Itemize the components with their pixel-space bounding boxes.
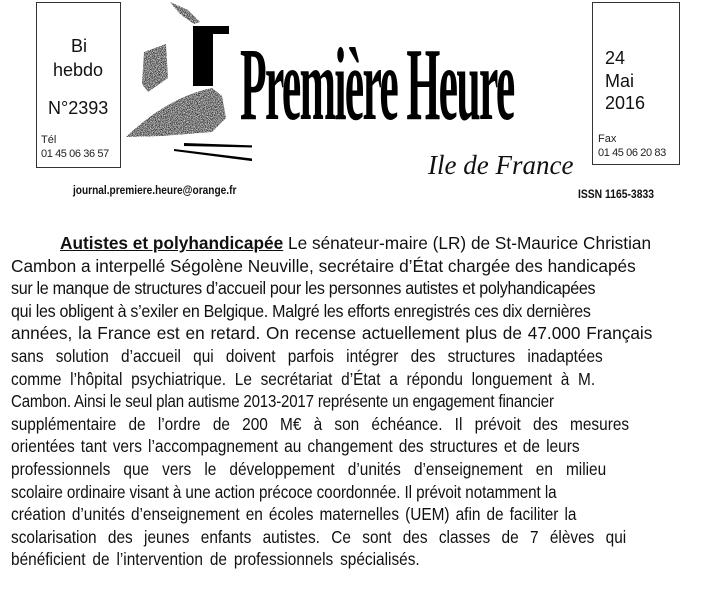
article-line-text: bénéficient de l’intervention de professionnels spécialisés. [11,549,420,570]
article-line [11,277,697,300]
phone-label: Tél [41,134,57,146]
brushstroke-logo-icon [122,0,252,175]
article-line-text: supplémentaire de l’ordre de 200 M€ à son échéance. Il prévoit des mesures [11,413,630,434]
fax-number: 01 45 06 20 83 [598,147,666,159]
date-day: 24 [605,48,626,68]
article-line [11,300,697,323]
article-line-text: scolarisation des jeunes enfants autistes. Ce sont des classes de 7 élèves qui [11,526,627,547]
issn-number: ISSN 1165-3833 [578,189,654,201]
article-line [11,435,697,458]
article-line [11,390,697,413]
frequency-line1: Bi [71,36,88,56]
article-line [11,503,697,526]
article-line-text: scolaire ordinaire visant à une action précoce coordonnée. Il prévoit notamment la [11,481,557,502]
article-line-text: comme l’hôpital psychiatrique. Le secrétariat d’État a répondu longuement à M. [11,368,596,389]
issue-number: N°2393 [48,98,109,118]
article-line [11,458,697,481]
article-line-text: création d’unités d’enseignement en écoles maternelles (UEM) afin de faciliter la [11,504,577,525]
masthead-subtitle: Ile de France [428,150,574,180]
article-line-text: orientées tant vers l’accompagnement au changement des structures et de leurs [11,436,580,457]
article-line [11,548,697,571]
frequency-line2: hebdo [53,60,104,80]
article-line-text: professionnels que vers le développement d’unités d’enseignement en milieu [11,458,607,479]
article-line [11,232,697,255]
article-line [11,526,697,549]
fax-label: Fax [598,133,617,145]
date-info-box [592,2,680,165]
article-line-text: qui les obligent à s’exiler en Belgique. Malgré les efforts enregistrés ces dix dernières [11,300,591,321]
article-line-text: Le sénateur-maire (LR) de St-Maurice Christian [283,233,652,253]
article-line [11,345,697,368]
article-headline: Autistes et polyhandicapée [60,233,284,253]
article-line [11,255,697,278]
masthead-title: Première Heure [240,27,514,142]
article-line-text: Cambon a interpellé Ségolène Neuville, secrétaire d’État chargée des handicapés [11,255,636,276]
article-line [11,413,697,436]
date-year: 2016 [605,93,646,113]
article-line-text: années, la France est en retard. On recense actuellement plus de 47.000 Français [11,323,653,344]
article-line [11,481,697,504]
article-line [11,368,697,391]
article-line [11,322,697,345]
article-line-text: sur le manque de structures d’accueil pour les personnes autistes et polyhandicapées [11,278,596,299]
date-month: Mai [605,71,635,91]
article-line-text: Cambon. Ainsi le seul plan autisme 2013-2017 représente un engagement financier [11,391,554,412]
phone-number: 01 45 06 36 57 [41,148,109,160]
article-body [11,232,697,571]
issue-info-box [36,2,121,168]
article-line-text: sans solution d’accueil qui doivent parfois intégrer des structures inadaptées [11,345,603,366]
contact-email[interactable]: journal.premiere.heure@orange.fr [73,185,237,197]
